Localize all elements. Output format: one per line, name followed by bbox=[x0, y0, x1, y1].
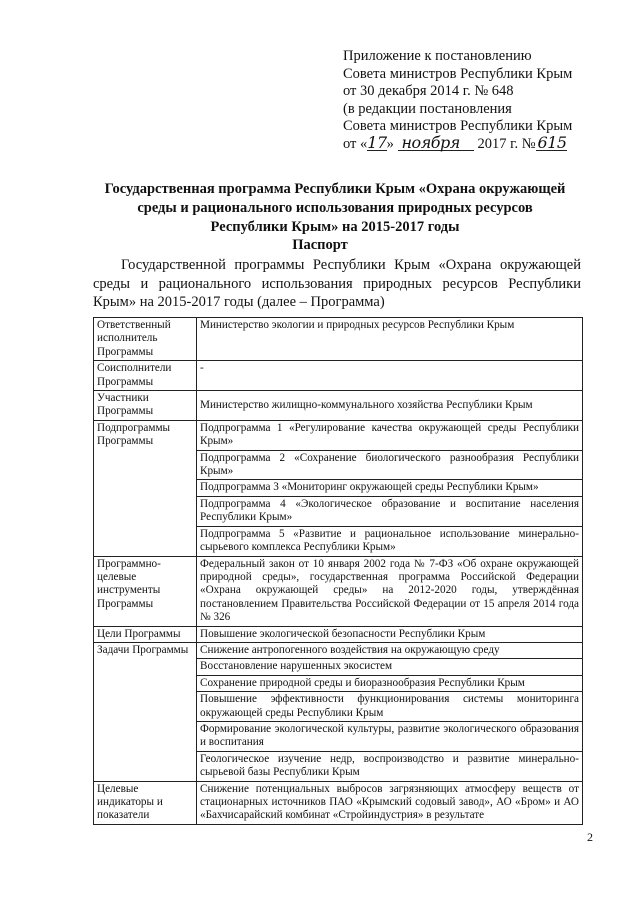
appendix-line-3: от 30 декабря 2014 г. № 648 bbox=[343, 83, 514, 100]
task-item: Восстановление нарушенных экосистем bbox=[197, 659, 583, 675]
participants-label: Участники Программы bbox=[94, 391, 197, 421]
handwritten-month: ноября bbox=[398, 136, 474, 151]
table-row bbox=[94, 361, 583, 391]
table-row bbox=[94, 781, 583, 824]
appendix-note bbox=[343, 48, 572, 154]
table-row bbox=[94, 642, 583, 658]
subprogram-item: Подпрограмма 1 «Регулирование качества окружающей среды Республики Крым» bbox=[197, 420, 583, 450]
table-row bbox=[94, 626, 583, 642]
page-number: 2 bbox=[587, 830, 593, 844]
indicators-label: Целевые индикаторы и показатели bbox=[94, 781, 197, 824]
goals-label: Цели Программы bbox=[94, 626, 197, 642]
instruments-value: Федеральный закон от 10 января 2002 года № 7-ФЗ «Об охране окружающей природной среды», государственная программа Российской Федерации «Охрана окружающей среды» на 2012-2020 годы, утверждённая постановлением Правительства Российской Федерации от 15 апреля 2014 года № 326 bbox=[197, 556, 583, 626]
handwritten-number: 615 bbox=[537, 132, 567, 152]
goals-value: Повышение экологической безопасности Республики Крым bbox=[197, 626, 583, 642]
responsible-value: Министерство экологии и природных ресурсов Республики Крым bbox=[197, 318, 583, 361]
appendix-line-2: Совета министров Республики Крым bbox=[343, 65, 573, 82]
appendix-line-1: Приложение к постановлению bbox=[343, 48, 532, 64]
subprogram-item: Подпрограмма 5 «Развитие и рациональное использование минерально-сырьевого комплекса Республики Крым» bbox=[197, 526, 583, 556]
document-title: Государственная программа Республики Крым «Охрана окружающей среды и рационального использования природных ресурсов Республики Крым» на 2015-2017 годы bbox=[104, 181, 566, 235]
subprograms-label: Подпрограммы Программы bbox=[94, 420, 197, 556]
task-item: Повышение эффективности функционирования системы мониторинга окружающей среды Республики Крым bbox=[197, 692, 583, 722]
passport-heading: Паспорт bbox=[292, 237, 348, 253]
intro-text: Государственной программы Республики Крым «Охрана окружающей среды и рационального использования природных ресурсов Республики Крым» на 2015-2017 годы (далее – Программа) bbox=[93, 257, 581, 310]
subprogram-item: Подпрограмма 2 «Сохранение биологического разнообразия Республики Крым» bbox=[197, 450, 583, 480]
task-item: Снижение антропогенного воздействия на окружающую среду bbox=[197, 642, 583, 658]
tasks-label: Задачи Программы bbox=[94, 642, 197, 781]
appendix-date-line bbox=[343, 132, 572, 154]
table-row bbox=[94, 420, 583, 450]
appendix-line-4: (в редакции постановления bbox=[343, 100, 512, 117]
date-year: 2017 г. № bbox=[473, 135, 536, 152]
appendix-line-5: Совета министров Республики Крым bbox=[343, 118, 573, 135]
participants-value: Министерство жилищно-коммунального хозяйства Республики Крым bbox=[197, 391, 583, 421]
table-row bbox=[94, 391, 583, 421]
passport-table bbox=[93, 317, 583, 825]
task-item: Сохранение природной среды и биоразнообразия Республики Крым bbox=[197, 675, 583, 691]
task-item: Геологическое изучение недр, воспроизводство и развитие минерально-сырьевой базы Республики Крым bbox=[197, 751, 583, 781]
task-item: Формирование экологической культуры, развитие экологического образования и воспитания bbox=[197, 721, 583, 751]
table-row bbox=[94, 318, 583, 361]
table-row bbox=[94, 556, 583, 626]
responsible-label: Ответственный исполнитель Программы bbox=[94, 318, 197, 361]
coexecutors-label: Соисполнители Программы bbox=[94, 361, 197, 391]
subprogram-item: Подпрограмма 3 «Мониторинг окружающей среды Республики Крым» bbox=[197, 480, 583, 496]
instruments-label: Программно-целевые инструменты Программы bbox=[94, 556, 197, 626]
subprogram-item: Подпрограмма 4 «Экологическое образование и воспитание населения Республики Крым» bbox=[197, 496, 583, 526]
date-quote: » bbox=[386, 135, 394, 152]
indicators-value: Снижение потенциальных выбросов загрязняющих атмосферу веществ от стационарных источников ПАО «Крымский содовый завод», АО «Бром» и АО «Бахчисарайский комбинат «Стройиндустрия» в результате bbox=[197, 781, 583, 824]
handwritten-day: 17 bbox=[367, 132, 387, 152]
intro-paragraph bbox=[93, 256, 581, 312]
coexecutors-value: - bbox=[197, 361, 583, 391]
date-prefix: от « bbox=[343, 135, 368, 152]
